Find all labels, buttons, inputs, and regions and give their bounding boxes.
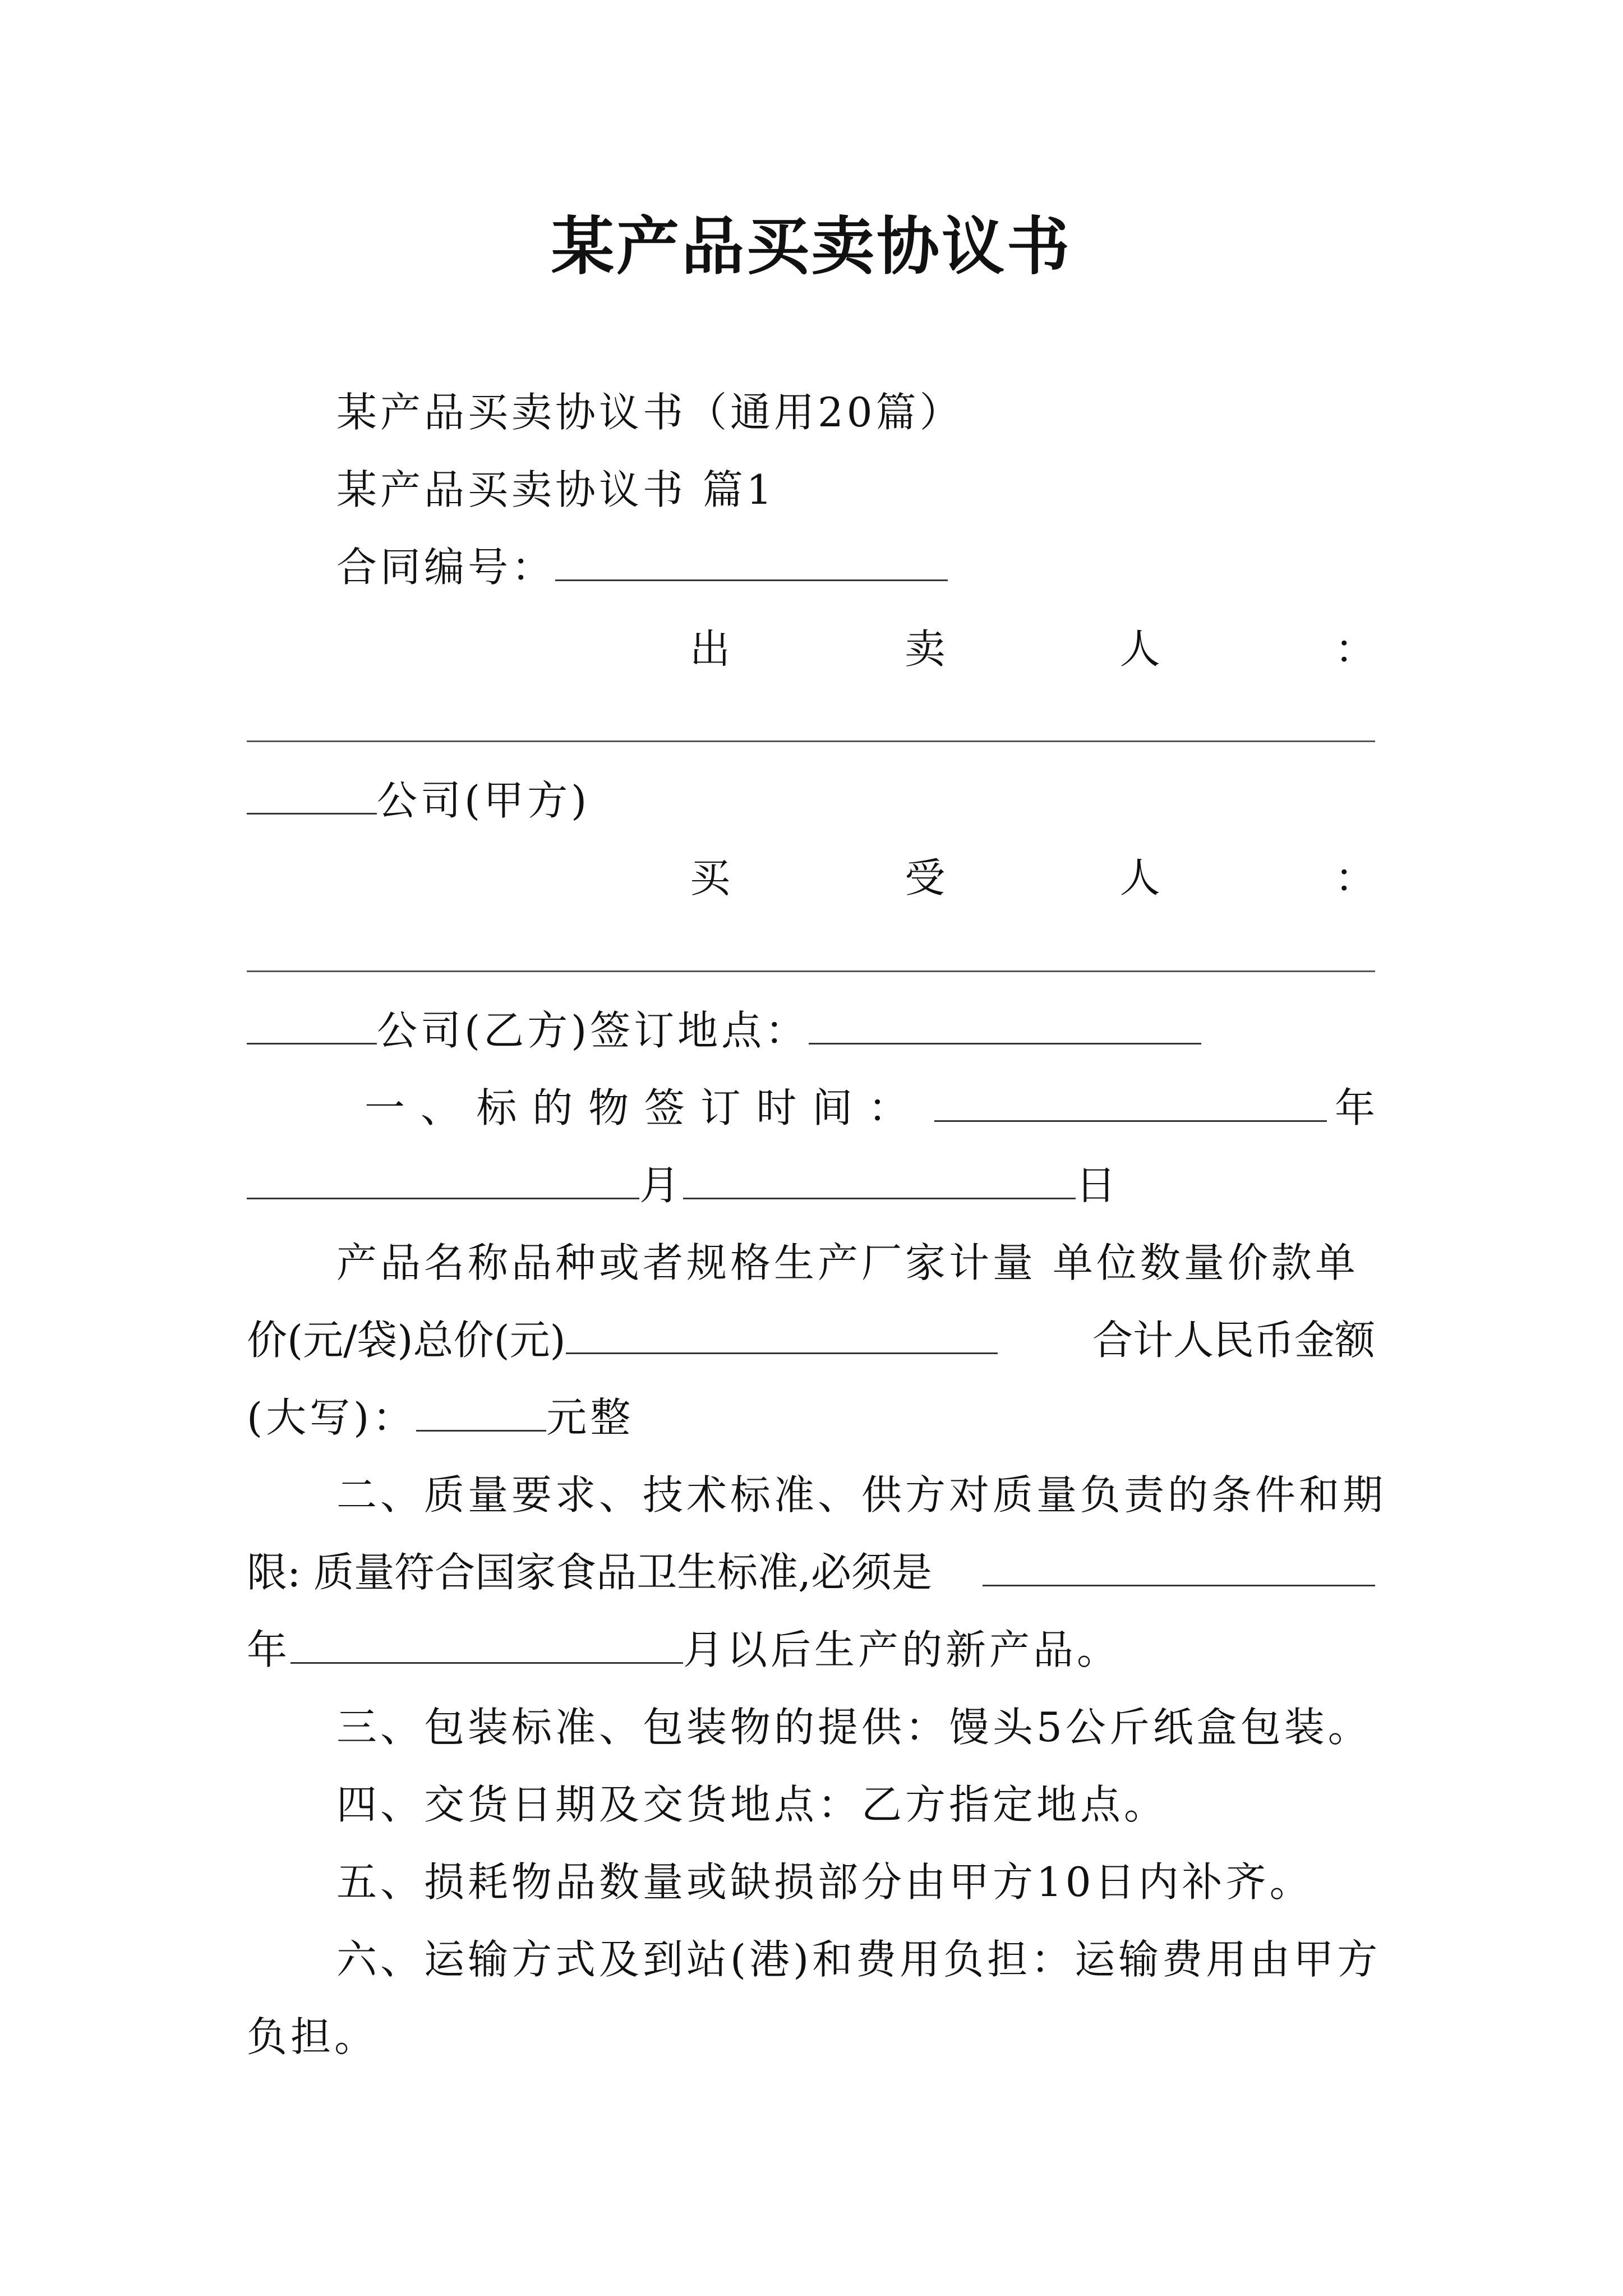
section-1-time-row xyxy=(247,1083,1375,1133)
buyer-name-blank[interactable] xyxy=(247,970,1375,972)
month-label: 月 xyxy=(639,1162,684,1209)
buyer-label: 买 受 人 ： xyxy=(690,854,1375,901)
section-5: 五、损耗物品数量或缺损部分由甲方10日内补齐。 xyxy=(336,1858,1313,1906)
capital-amount-blank[interactable] xyxy=(416,1395,546,1432)
subtitle: 某产品买卖协议书（通用20篇） xyxy=(336,389,963,436)
production-month-blank[interactable] xyxy=(291,1627,683,1664)
year-label: 年 xyxy=(1334,1084,1375,1131)
section-2-line-1: 二、质量要求、技术标准、供方对质量负责的条件和期 xyxy=(336,1471,1387,1519)
section-4: 四、交货日期及交货地点：乙方指定地点。 xyxy=(336,1781,1168,1828)
section-1-heading: 一 、 标 的 物 签 订 时 间 ： xyxy=(365,1084,909,1131)
section-6-line-1: 六、运输方式及到站(港)和费用负担：运输费用由甲方 xyxy=(336,1936,1381,1983)
contract-number-blank[interactable] xyxy=(555,545,948,581)
section-2-line-3 xyxy=(247,1625,1121,1675)
seller-company-label: 公司(甲方) xyxy=(377,777,591,824)
quality-text: 限: 质量符合国家食品卫生标准,必须是 xyxy=(247,1549,933,1596)
total-rmb-label: 合计人民币金额 xyxy=(1092,1317,1375,1364)
month-blank[interactable] xyxy=(247,1163,639,1199)
product-line-1: 产品名称品种或者规格生产厂家计量 单位数量价款单 xyxy=(336,1239,1359,1286)
seller-name-blank[interactable] xyxy=(247,740,1375,742)
product-line-3 xyxy=(247,1392,634,1443)
price-label: 价(元/袋)总价(元) xyxy=(247,1317,566,1364)
capital-label: (大写)： xyxy=(247,1394,417,1441)
product-line-2 xyxy=(247,1315,1375,1365)
seller-company-blank[interactable] xyxy=(247,778,377,815)
contract-number-label: 合同编号： xyxy=(336,544,556,591)
buyer-company-row xyxy=(247,1005,1201,1056)
section-3: 三、包装标准、包装物的提供：馒头5公斤纸盒包装。 xyxy=(336,1704,1372,1751)
year-blank[interactable] xyxy=(934,1085,1327,1122)
yuan-label: 元整 xyxy=(546,1394,634,1441)
signing-place-blank[interactable] xyxy=(809,1008,1201,1045)
seller-company-row xyxy=(247,775,590,826)
year-label-2: 年 xyxy=(247,1626,291,1673)
section-2-line-2 xyxy=(247,1547,1375,1598)
new-product-text: 月以后生产的新产品。 xyxy=(683,1626,1121,1673)
seller-label: 出 卖 人 ： xyxy=(690,625,1375,673)
buyer-company-label: 公司(乙方)签订地点： xyxy=(377,1007,809,1054)
chapter-heading: 某产品买卖协议书 篇1 xyxy=(336,466,776,513)
contract-number-row xyxy=(336,542,948,592)
buyer-company-blank[interactable] xyxy=(247,1008,377,1045)
production-date-blank[interactable] xyxy=(983,1550,1375,1586)
day-label: 日 xyxy=(1076,1162,1120,1209)
month-day-row xyxy=(247,1160,1119,1211)
day-blank[interactable] xyxy=(683,1163,1076,1199)
total-price-blank[interactable] xyxy=(566,1318,998,1354)
document-title: 某产品买卖协议书 xyxy=(551,210,1072,283)
section-6-line-2: 负担。 xyxy=(247,2013,379,2060)
